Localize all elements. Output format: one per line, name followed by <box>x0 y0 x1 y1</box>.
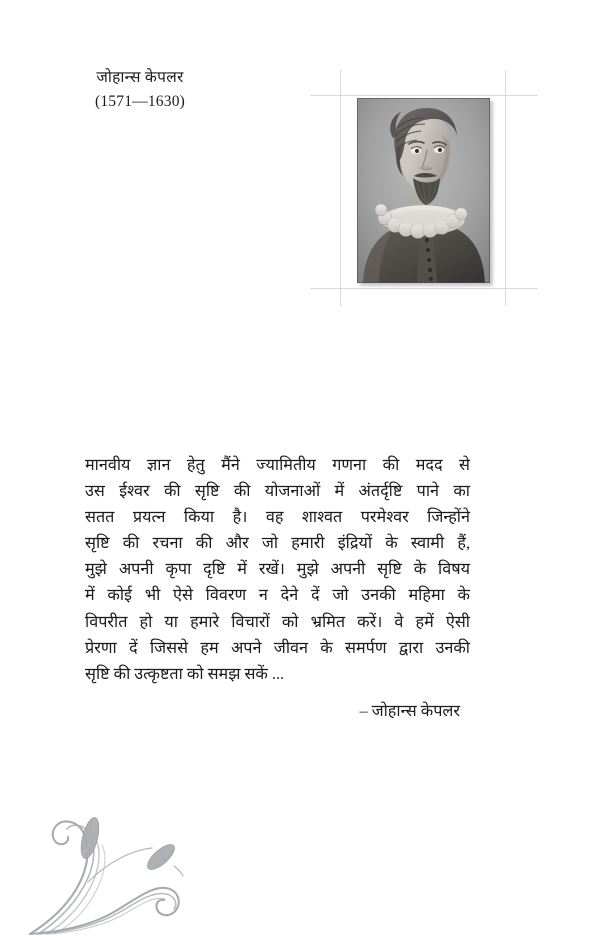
quote-line: सतत प्रयत्न किया है। वह शाश्वत परमेश्वर जिन्होंने <box>85 508 470 527</box>
guide-line-vertical-left <box>340 70 341 306</box>
quote-attribution: – जोहान्स केपलर <box>359 702 460 720</box>
quote-paragraph <box>85 452 470 687</box>
quote-line: सृष्टि की रचना की और जो हमारी इंद्रियों के स्वामी हैं, <box>85 534 470 553</box>
floral-swirl-flourish-icon <box>28 798 238 936</box>
quote-line: मानवीय ज्ञान हेतु मैंने ज्यामितीय गणना की मदद से <box>85 456 470 474</box>
quotation-text <box>85 452 470 687</box>
quote-line: प्रेरणा दें जिससे हम अपने जीवन के समर्पण द्वारा उनकी <box>85 638 470 657</box>
guide-line-horizontal-top <box>310 95 538 96</box>
guide-line-horizontal-bottom <box>310 288 538 289</box>
person-lifespan: (1571—1630) <box>94 93 186 111</box>
quote-line: विपरीत हो या हमारे विचारों को भ्रमित करें। वे हमें ऐसी <box>85 612 470 631</box>
person-heading <box>60 66 220 114</box>
quote-line: सृष्टि की उत्कृष्टता को समझ सकें ... <box>85 664 285 683</box>
johannes-kepler-portrait <box>357 98 490 283</box>
page-title: जोहान्स केपलर <box>96 69 184 86</box>
quote-line: उस ईश्वर की सृष्टि की योजनाओं में अंतर्दृष्टि पाने का <box>85 482 470 501</box>
guide-line-vertical-right <box>505 70 506 306</box>
quote-line: में कोई भी ऐसे विवरण न देने दें जो उनकी महिमा के <box>85 586 470 605</box>
quote-line: मुझे अपनी कृपा दृष्टि में रखें। मुझे अपनी सृष्टि के विषय <box>85 560 470 579</box>
